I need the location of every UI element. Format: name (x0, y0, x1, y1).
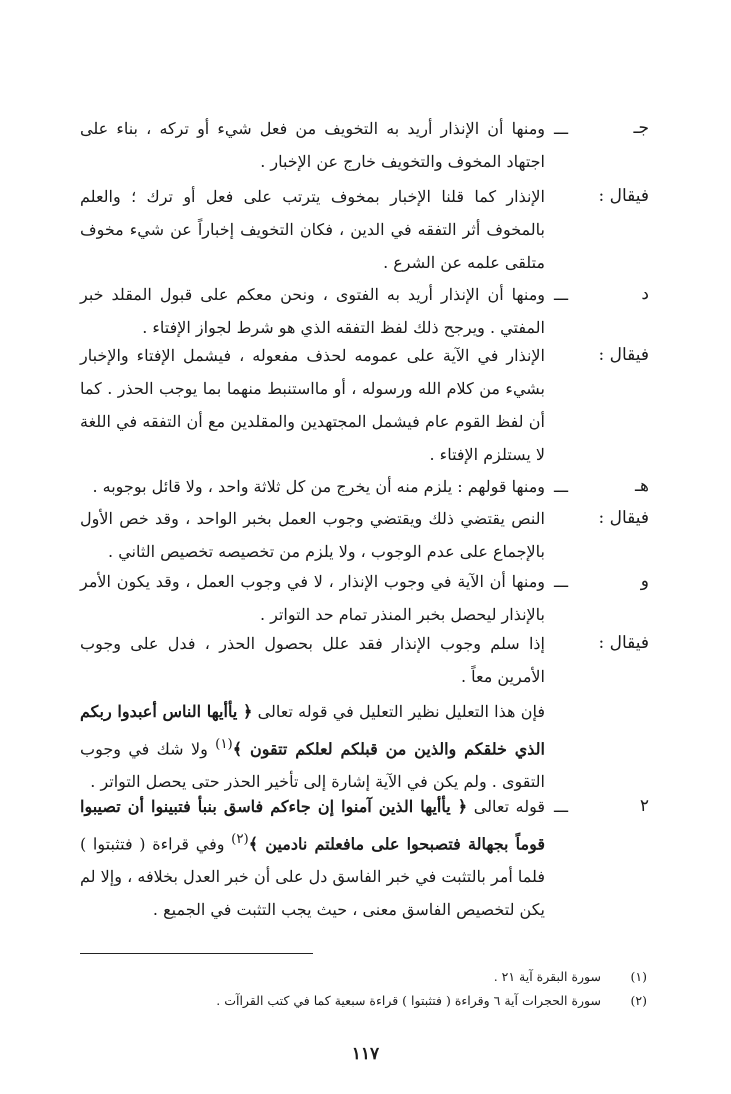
item-label: فيقال : (598, 633, 649, 653)
item-text: الإنذار في الآية على عمومه لحذف مفعوله ، فيشمل الإفتاء والإخبار بشيء من كلام الله ورسوله ، أو مااستنبط منهما بما يوجب الحذر . كما أن لفظ القوم عام فيشمل المجتهدين والمقلدين مع أن التفقه في اللغة لا يستلزم الإفتاء . (80, 346, 545, 464)
item-text: ومنها أن الإنذار أريد به الفتوى ، ونحن معكم على قبول المقلد خبر المفتي . ويرجح ذلك لفظ التفقه الذي هو شرط لجواز الإفتاء . (80, 285, 545, 337)
item-dash: ـــ (553, 119, 569, 138)
footnote (80, 966, 647, 988)
item-label: فيقال : (598, 345, 649, 365)
item-label: ٢ (639, 796, 649, 816)
footnote-ref: (١) (215, 737, 233, 752)
item-text: إذا سلم وجوب الإنذار فقد علل بحصول الحذر ، فدل على وجوب الأمرين معاً . (80, 634, 545, 686)
item-dash: ـــ (553, 285, 569, 304)
footnote-text: سورة الحجرات آية ٦ وقراءة ( فتثبتوا ) قراءة سبعية كما في كتب القراآت . (216, 993, 601, 1008)
footnote-separator (80, 953, 313, 954)
paragraph-text (80, 695, 545, 798)
item-label: و (640, 571, 649, 591)
item-text (80, 790, 545, 926)
item-label: هـ (635, 476, 649, 496)
item-label: جـ (633, 118, 649, 138)
footnote (80, 990, 647, 1012)
footnote-number: (٢) (630, 993, 647, 1008)
item-lead-text: قوله تعالى (473, 797, 546, 816)
item-text: النص يقتضي ذلك ويقتضي وجوب العمل بخبر الواحد ، وقد خص الأول بالإجماع على عدم الوجوب ، ولا يلزم من تخصيصه تخصيص الثاني . (80, 509, 545, 561)
page-number: ١١٧ (351, 1044, 380, 1064)
item-dash: ـــ (553, 572, 569, 591)
paragraph-lead: فإن هذا التعليل نظير التعليل في قوله تعالى (257, 702, 545, 721)
item-dash: ـــ (553, 797, 569, 816)
item-label: فيقال : (598, 186, 649, 206)
quran-verse: ﴿ يأأيها الناس أعبدوا ربكم الذي خلقكم والذين من قبلكم لعلكم تتقون ﴾ (80, 702, 545, 759)
footnote-number: (١) (630, 969, 647, 984)
paragraph-tail: ولا شك في وجوب التقوى . ولم يكن في الآية إشارة إلى تأخير الحذر حتى يحصل التواتر . (80, 739, 545, 792)
footnote-text: سورة البقرة آية ٢١ . (493, 969, 601, 984)
item-tail-text: وفي قراءة ( فتثبتوا ) فلما أمر بالتثبت في خبر الفاسق دل على أن خبر العدل بخلافه ، وإلا لم يكن لتخصيص الفاسق معنى ، حيث يجب التثبت في الجميع . (80, 834, 545, 920)
item-label: فيقال : (598, 508, 649, 528)
item-label: د (641, 284, 649, 304)
footnote-ref: (٢) (231, 832, 249, 847)
item-text: ومنها أن الإنذار أريد به التخويف من فعل شيء أو تركه ، بناء على اجتهاد المخوف والتخويف خارج عن الإخبار . (80, 119, 545, 171)
item-text: ومنها أن الآية في وجوب الإنذار ، لا في وجوب العمل ، وقد يكون الأمر بالإنذار ليحصل بخبر المنذر تمام حد التواتر . (80, 572, 545, 624)
item-dash: ـــ (553, 477, 569, 496)
item-text: ومنها قولهم : يلزم منه أن يخرج من كل ثلاثة واحد ، ولا قائل بوجوبه . (92, 477, 545, 496)
item-text: الإنذار كما قلنا الإخبار بمخوف يترتب على فعل أو ترك ؛ والعلم بالمخوف أثر التفقه في الدين ، فكان التخويف إخباراً عن شيء مخوف متلقى علمه عن الشرع . (80, 187, 545, 272)
quran-verse: ﴿ يأأيها الذين آمنوا إن جاءكم فاسق بنبأ فتبينوا أن تصيبوا قوماً بجهالة فتصبحوا على مافعلتم نادمين ﴾ (80, 797, 546, 854)
